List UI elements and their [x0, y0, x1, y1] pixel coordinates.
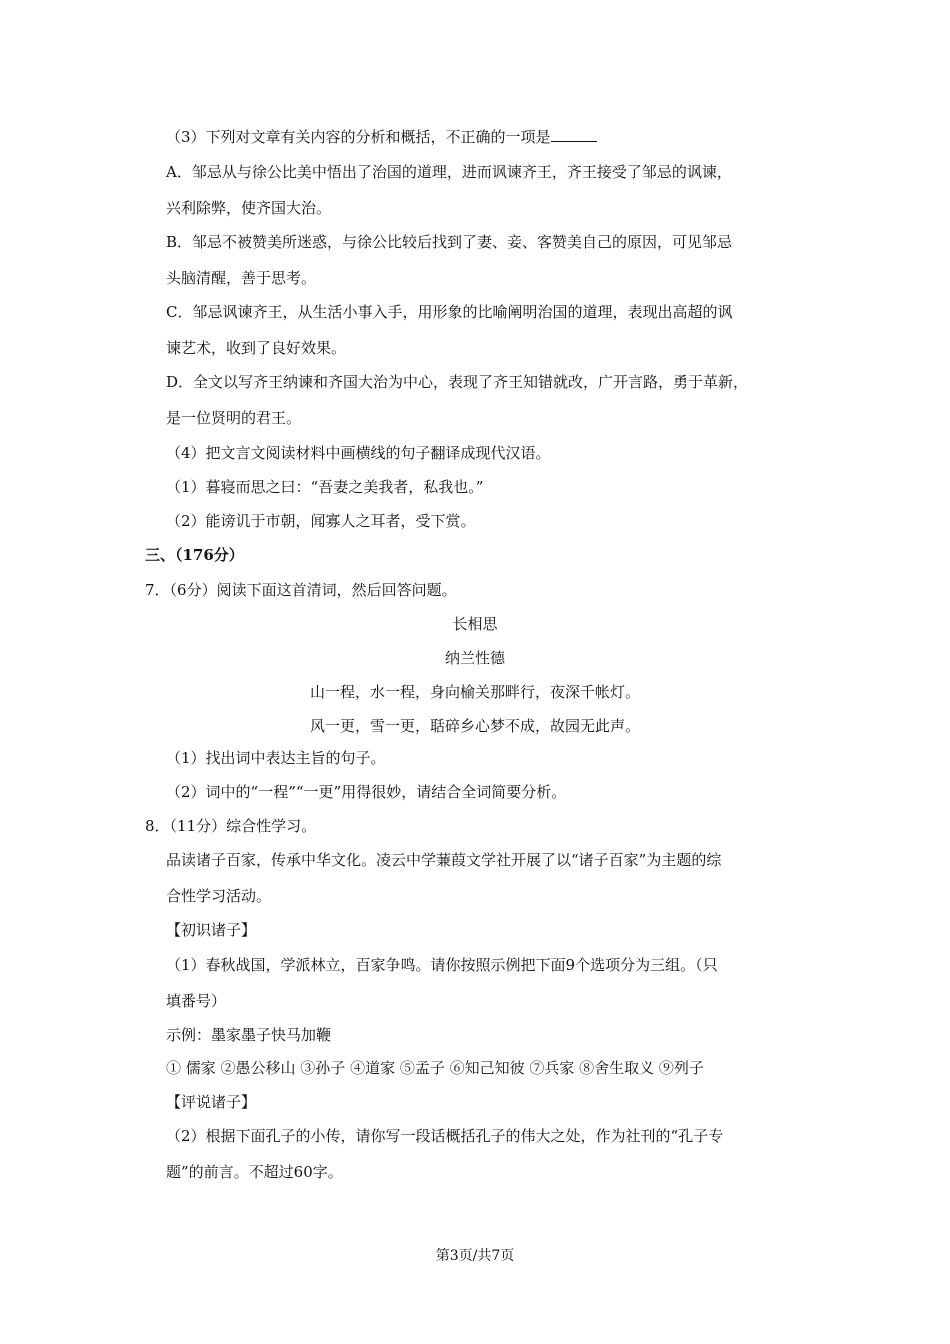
page-footer: 第3页/共7页	[435, 1248, 515, 1264]
q8-part2-line2: 题”的前言。不超过60字。	[166, 1163, 343, 1181]
section-heading: 三、（176分）	[145, 546, 244, 564]
q7-part1: （1）找出词中表达主旨的句子。	[166, 749, 386, 767]
q8-part1-line2: 填番号）	[166, 992, 227, 1010]
q8-intro-line1: 品读诸子百家，传承中华文化。凌云中学蒹葭文学社开展了以“诸子百家”为主题的综	[166, 851, 722, 869]
q6-part3-prompt: （3）下列对文章有关内容的分析和概括，不正确的一项是	[166, 127, 597, 147]
q8-example: 示例：墨家墨子快马加鞭	[166, 1026, 332, 1044]
option-b-line1: B．邹忌不被赞美所迷惑，与徐公比较后找到了妻、妾、客赞美自己的原因，可见邹忌	[166, 233, 733, 251]
poem-title: 长相思	[452, 615, 498, 633]
q7-part2: （2）词中的“一程”“一更”用得很妙，请结合全词简要分析。	[166, 783, 567, 801]
poem-line-2: 风一更，雪一更，聒碎乡心梦不成，故园无此声。	[309, 717, 640, 735]
q8-heading: 8．（11分）综合性学习。	[145, 817, 317, 835]
q8-section-1: 【初识诸子】	[166, 921, 257, 939]
poem-author: 纳兰性德	[444, 649, 505, 667]
poem-line-1: 山一程，水一程，身向榆关那畔行，夜深千帐灯。	[309, 683, 640, 701]
option-c-line2: 谏艺术，收到了良好效果。	[166, 339, 347, 357]
q8-part1-line1: （1）春秋战国，学派林立，百家争鸣。请你按照示例把下面9个选项分为三组。（只	[166, 956, 718, 974]
q6-part4-sentence1: （1）暮寝而思之曰：“吾妻之美我者，私我也。”	[166, 478, 484, 496]
q6-part4-prompt: （4）把文言文阅读材料中画横线的句子翻译成现代汉语。	[166, 444, 551, 462]
option-d-line2: 是一位贤明的君王。	[166, 409, 302, 427]
q8-items: ① 儒家 ②愚公移山 ③孙子 ④道家 ⑤孟子 ⑥知己知彼 ⑦兵家 ⑧舍生取义 ⑨列子	[166, 1059, 704, 1077]
q8-part2-line1: （2）根据下面孔子的小传，请你写一段话概括孔子的伟大之处，作为社刊的“孔子专	[166, 1127, 724, 1145]
answer-blank	[551, 127, 597, 142]
option-d-line1: D．全文以写齐王纳谏和齐国大治为中心，表现了齐王知错就改，广开言路，勇于革新，	[166, 373, 749, 391]
option-c-line1: C．邹忌讽谏齐王，从生活小事入手，用形象的比喻阐明治国的道理，表现出高超的讽	[166, 303, 733, 321]
q8-intro-line2: 合性学习活动。	[166, 887, 272, 905]
option-a-line2: 兴利除弊，使齐国大治。	[166, 199, 332, 217]
option-b-line2: 头脑清醒，善于思考。	[166, 269, 317, 287]
option-a-line1: A．邹忌从与徐公比美中悟出了治国的道理，进而讽谏齐王，齐王接受了邹忌的讽谏，	[166, 163, 732, 181]
q6-part4-sentence2: （2）能谤讥于市朝，闻寡人之耳者，受下赏。	[166, 512, 476, 530]
q7-heading: 7．（6分）阅读下面这首清词，然后回答问题。	[145, 581, 457, 599]
q8-section-2: 【评说诸子】	[166, 1093, 257, 1111]
